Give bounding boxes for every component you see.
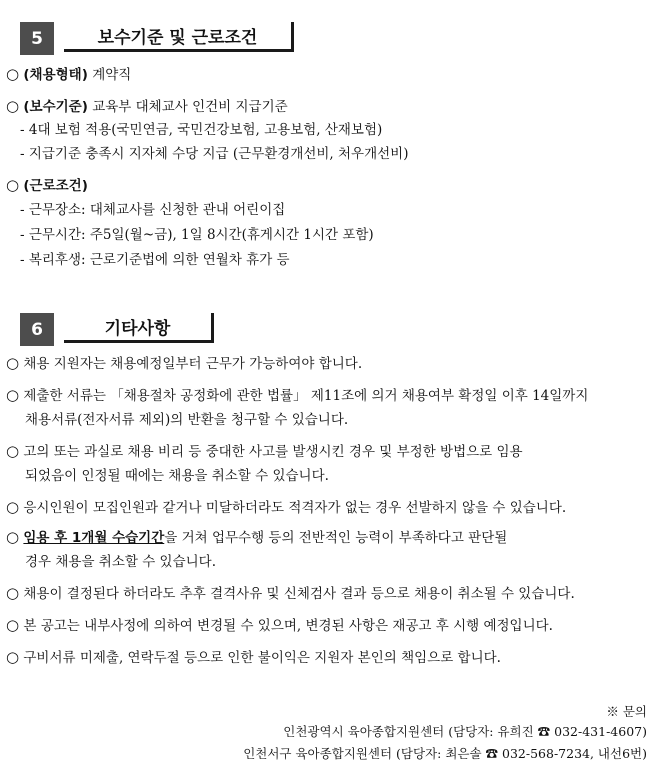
condition-item: - 근무장소: 대체교사를 신청한 관내 어린이집 [20,202,286,218]
contact-line: 인천광역시 육아종합지원센터 (담당자: 유희진 ☎ 032-431-4607) [283,724,647,739]
notice-item-continuation: 되었음이 인정될 때에는 채용을 취소할 수 있습니다. [25,468,329,484]
section-5-number: 5 [20,22,54,55]
pay-standard-value: 교육부 대체교사 인건비 지급기준 [92,99,288,115]
conditions-line: ○ (근로조건) [6,176,88,194]
notice-item-continuation: 채용서류(전자서류 제외)의 반환을 청구할 수 있습니다. [25,412,349,428]
notice-item: ○ 응시인원이 모집인원과 같거나 미달하더라도 적격자가 없는 경우 선발하지 않을 수 있습니다. [6,498,567,516]
notice-item: ○ 본 공고는 내부사정에 의하여 변경될 수 있으며, 변경된 사항은 재공고 후 시행 예정입니다. [6,616,553,634]
notice-item: ○ 채용 지원자는 채용예정일부터 근무가 가능하여야 합니다. [6,354,363,372]
notice-item: ○ 임용 후 1개월 수습기간을 거쳐 업무수행 등의 전반적인 능력이 부족하다고 판단될 [6,528,508,546]
notice-item-continuation: 경우 채용을 취소할 수 있습니다. [25,554,216,570]
employment-type-label: (채용형태) [23,67,88,83]
pay-item: - 4대 보험 적용(국민연금, 국민건강보험, 고용보험, 산재보험) [20,122,383,138]
pay-standard-line: ○ (보수기준) 교육부 대체교사 인건비 지급기준 [6,97,288,115]
notice-item: ○ 고의 또는 과실로 채용 비리 등 중대한 사고를 발생시킨 경우 및 부정한 방법으로 임용 [6,442,523,460]
section-6-title: 기타사항 [64,313,214,343]
section-6-number: 6 [20,313,54,346]
contact-heading: ※ 문의 [606,704,647,719]
employment-type-value: 계약직 [92,67,132,83]
employment-type-line: ○ (채용형태) 계약직 [6,65,132,83]
section-5-title: 보수기준 및 근로조건 [64,22,294,52]
pay-item: - 지급기준 충족시 지자체 수당 지급 (근무환경개선비, 처우개선비) [20,146,409,162]
notice-item: ○ 제출한 서류는 「채용절차 공정화에 관한 법률」 제11조에 의거 채용여부 확정일 이후 14일까지 [6,386,589,404]
notice-item: ○ 구비서류 미제출, 연락두절 등으로 인한 불이익은 지원자 본인의 책임으로 합니다. [6,648,501,666]
notice-item: ○ 채용이 결정된다 하더라도 추후 결격사유 및 신체검사 결과 등으로 채용이 취소될 수 있습니다. [6,584,575,602]
contact-line: 인천서구 육아종합지원센터 (담당자: 최은솔 ☎ 032-568-7234, 내선6번) [243,746,647,761]
condition-item: - 복리후생: 근로기준법에 의한 연월차 휴가 등 [20,252,290,268]
pay-standard-label: (보수기준) [23,99,88,115]
conditions-label: (근로조건) [23,178,88,194]
probation-emphasis: 임용 후 1개월 수습기간 [23,530,165,546]
condition-item: - 근무시간: 주5일(월~금), 1일 8시간(휴게시간 1시간 포함) [20,227,374,243]
